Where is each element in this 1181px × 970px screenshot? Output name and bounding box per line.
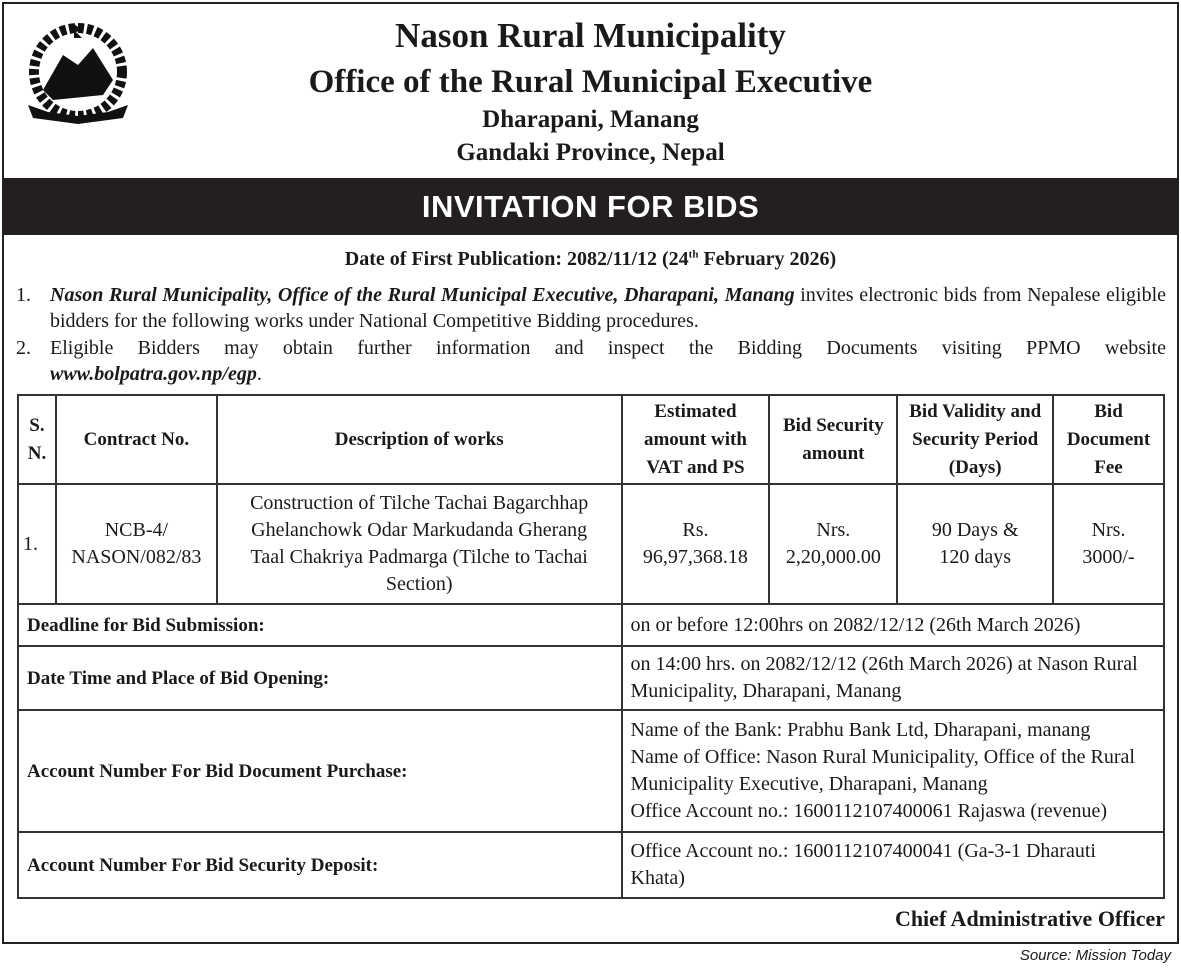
cell-sn: 1. [18, 484, 56, 604]
cell-description: Construction of Tilche Tachai Bagarchhap Ghelanchowk Odar Markudanda Gherang Taal Chakriya Padmarga (Tilche to Tachai Section) [217, 484, 622, 604]
header-estimate: Estimated amount with VAT and PS [622, 395, 770, 484]
paragraph-number: 2. [16, 337, 31, 359]
header-contract: Contract No. [56, 395, 217, 484]
account-number: Office Account no.: 1600112107400061 Rajaswa (revenue) [630, 800, 1108, 822]
paragraph-1 [16, 282, 1166, 334]
cell-estimate: Rs. 96,97,368.18 [622, 484, 770, 604]
info-value: Office Account no.: 1600112107400041 (Ga-3-1 Dharauti Khata) [622, 832, 1165, 898]
info-label: Account Number For Bid Document Purchase: [18, 710, 622, 832]
info-row-purchase-account [18, 710, 1164, 832]
info-row-security-account [18, 832, 1164, 898]
paragraph-end: . [256, 363, 262, 385]
bids-table [17, 394, 1165, 899]
info-value: on or before 12:00hrs on 2082/12/12 (26th March 2026) [622, 604, 1165, 646]
header-description: Description of works [217, 395, 622, 484]
ppmo-website-link[interactable]: www.bolpatra.gov.np/egp [50, 363, 257, 385]
paragraph-text: invites electronic bids from Nepalese eligible bidders for the following works under National Competitive Bidding procedures. [50, 284, 1166, 332]
cell-validity: 90 Days & 120 days [897, 484, 1053, 604]
paragraph-number: 1. [16, 284, 31, 306]
cell-security: Nrs. 2,20,000.00 [769, 484, 897, 604]
org-name: Nason Rural Municipality [395, 16, 786, 55]
title-banner: INVITATION FOR BIDS [2, 178, 1179, 235]
bank-name: Name of the Bank: Prabhu Bank Ltd, Dharapani, manang [630, 719, 1091, 741]
province: Gandaki Province, Nepal [456, 139, 725, 166]
info-value: on 14:00 hrs. on 2082/12/12 (26th March 2026) at Nason Rural Municipality, Dharapani, Manang [622, 646, 1165, 710]
info-row-deadline [18, 604, 1164, 646]
office-name-line: Name of Office: Nason Rural Municipality, Office of the Rural Municipality Executive, Dharapani, Manang [630, 746, 1135, 795]
info-label: Account Number For Bid Security Deposit: [18, 832, 622, 898]
signature: Chief Administrative Officer [894, 906, 1165, 931]
table-header-row [18, 395, 1164, 484]
paragraph-2 [16, 335, 1166, 387]
location: Dharapani, Manang [482, 106, 699, 133]
table-row [18, 484, 1164, 604]
publication-sup: th [688, 248, 699, 261]
info-label: Date Time and Place of Bid Opening: [18, 646, 622, 710]
header-validity: Bid Validity and Security Period (Days) [897, 395, 1053, 484]
publication-label: Date of First Publication: 2082/11/12 (24 [344, 248, 689, 270]
paragraph-text: Eligible Bidders may obtain further information and inspect the Bidding Documents visiting PPMO website [50, 337, 1166, 359]
header-security: Bid Security amount [769, 395, 897, 484]
office-name: Office of the Rural Municipal Executive [308, 64, 873, 100]
info-label: Deadline for Bid Submission: [18, 604, 622, 646]
header-sn: S. N. [18, 395, 56, 484]
info-row-opening [18, 646, 1164, 710]
header-fee: Bid Document Fee [1053, 395, 1164, 484]
info-value [622, 710, 1165, 832]
cell-fee: Nrs. 3000/- [1053, 484, 1164, 604]
cell-contract: NCB-4/ NASON/082/83 [56, 484, 217, 604]
source-credit: Source: Mission Today [1019, 947, 1171, 964]
publication-date [0, 248, 1181, 271]
paragraph-emphasis: Nason Rural Municipality, Office of the Rural Municipal Executive, Dharapani, Manang [50, 284, 795, 306]
publication-rest: February 2026) [698, 248, 837, 270]
